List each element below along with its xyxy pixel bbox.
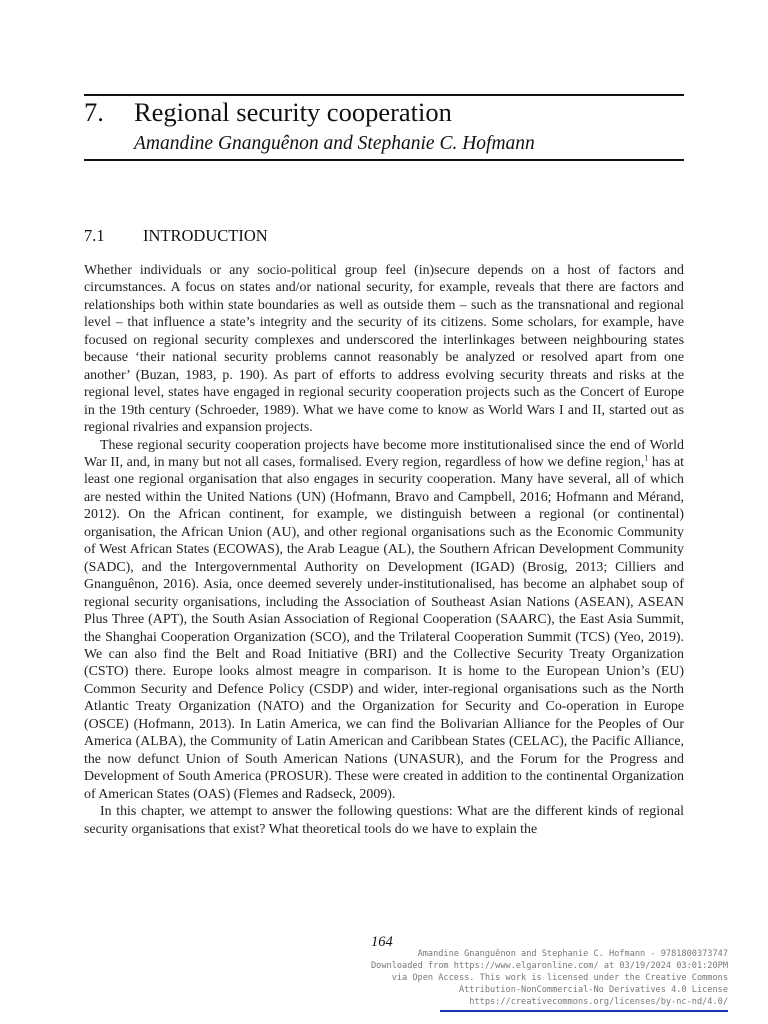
license-link-underline [440, 1010, 728, 1012]
license-watermark [308, 949, 728, 1009]
page-number: 164 [371, 934, 393, 950]
chapter-title [84, 94, 684, 130]
paragraph-2 [84, 437, 684, 804]
section-title: INTRODUCTION [143, 226, 268, 245]
chapter-authors: Amandine Gnanguênon and Stephanie C. Hofmann [134, 133, 535, 154]
chapter-title-text: Regional security cooperation [134, 97, 452, 127]
license-line-license-name: Attribution-NonCommercial-No Derivatives 4.0 License [458, 984, 728, 995]
license-line-download: Downloaded from https://www.elgaronline.com/ at 03/19/2024 03:01:20PM [371, 960, 728, 971]
body-text [84, 262, 684, 838]
section-number: 7.1 [84, 226, 105, 245]
chapter-number: 7. [84, 97, 104, 127]
paragraph-2-part-2: has at least one regional organisation that also engages in security cooperation. Many have several, all of which are nested within the United Nations (UN) (Hofmann, Bravo and Campbell, 2016; Hofmann and Mérand, 2012). On the African continent, for example, we distinguish between a regional (or continental) organisation, the African Union (AU), and other regional organisations such as the Economic Community of West African States (ECOWAS), the Arab League (AL), the Southern African Development Community (SADC), and the Intergovernmental Authority on Development (IGAD) (Brosig, 2013; Cilliers and Gnanguênon, 2016). Asia, once deemed severely under-institutionalised, has become an alphabet soup of regional security organisations, including the Association of Southeast Asian Nations (ASEAN), ASEAN Plus Three (APT), the South Asian Association of Regional Cooperation (SAARC), the East Asia Summit, the Shanghai Cooperation Organization (SCO), and the Trilateral Cooperation Summit (TCS) (Yeo, 2019). We can also find the Belt and Road Initiative (BRI) and the Collective Security Treaty Organization (CSTO) there. Europe looks almost meagre in comparison. It is home to the European Union’s (EU) Common Security and Defence Policy (CSDP) and wider, inter-regional organisations such as the North Atlantic Treaty Organization (NATO) and the Organization for Security and Co-operation in Europe (OSCE) (Hofmann, 2013). In Latin America, we can find the Bolivarian Alliance for the Peoples of Our America (ALBA), the Community of Latin American and Caribbean States (CELAC), the Pacific Alliance, the now defunct Union of South American Nations (UNASUR), and the Forum for the Progress and Development of South America (PROSUR). These were created in addition to the continental Organization of American States (OAS) (Flemes and Radseck, 2009). [84, 454, 684, 802]
footnote-marker[interactable]: 1 [644, 453, 649, 463]
header-bottom-rule [84, 159, 684, 161]
paragraph-2-part-1: These regional security cooperation projects have become more institutionalised since the end of World War II, and, in many but not all cases, formalised. Every region, regardless of how we define region, [84, 437, 684, 470]
section-heading [84, 225, 268, 247]
license-line-authors: Amandine Gnanguênon and Stephanie C. Hofmann - 9781800373747 [417, 949, 728, 959]
license-url-link[interactable]: https://creativecommons.org/licenses/by-nc-nd/4.0/ [469, 996, 728, 1007]
paragraph-1: Whether individuals or any socio-political group feel (in)secure depends on a host of factors and circumstances. A focus on states and/or national security, for example, reveals that there are factors and relationships both within state boundaries as well as outside them – such as the transnational and regional level – that influence a state’s integrity and the security of its citizens. Some scholars, for example, have focused on regional security complexes and underscored the interlinkages between neighbouring states because ‘their national security problems cannot reasonably be analyzed or resolved apart from one another’ (Buzan, 1983, p. 190). As part of efforts to address evolving security threats and risks at the regional level, states have engaged in regional security cooperation projects such as the Concert of Europe in the 19th century (Schroeder, 1989). What we have come to know as World Wars I and II, started out as regional rivalries and expansion projects. [84, 263, 684, 436]
paragraph-3: In this chapter, we attempt to answer the following questions: What are the different kinds of regional security organisations that exist? What theoretical tools do we have to explain the [84, 804, 684, 837]
license-line-open-access: via Open Access. This work is licensed under the Creative Commons [391, 972, 728, 983]
